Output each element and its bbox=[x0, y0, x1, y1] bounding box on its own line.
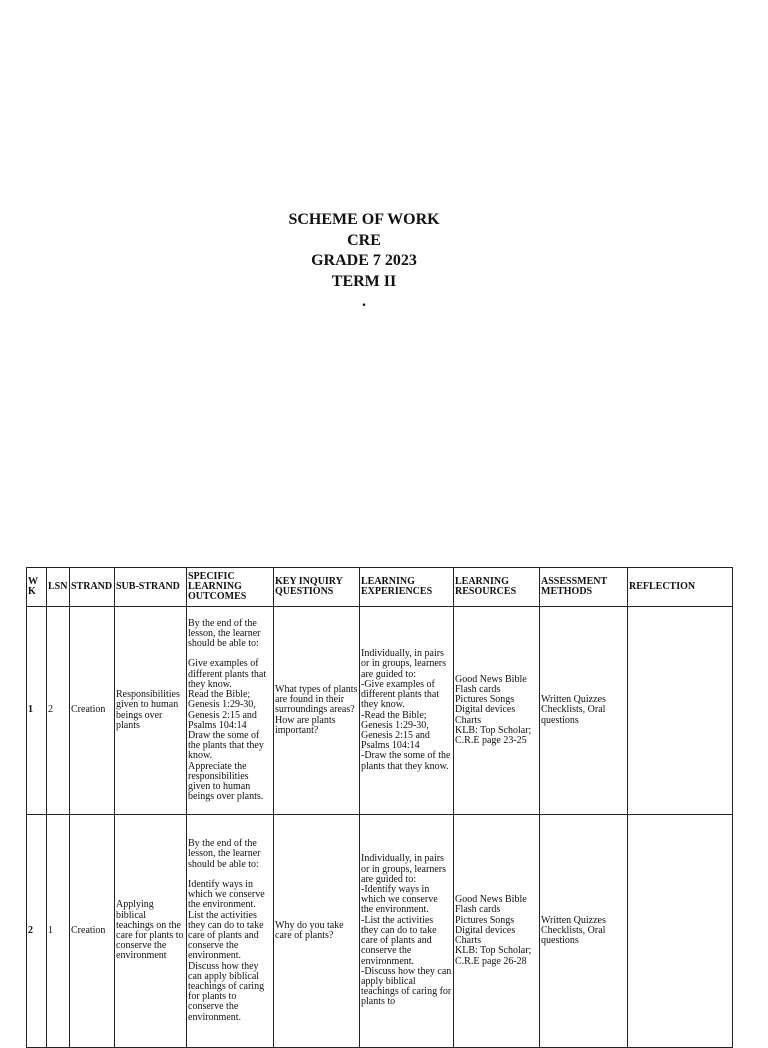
cell-outcomes: By the end of the lesson, the learner should be able to: Identify ways in which we conserve the environment. List the activities they can do to take care of plants and conserve the environment. Discuss how they can apply biblical teachings of caring for plants to conserve the environment. bbox=[187, 815, 274, 1048]
cell-sub-strand: Responsibilities given to human beings over plants bbox=[115, 607, 187, 815]
cell-assessment: Written Quizzes Checklists, Oral questions bbox=[540, 607, 628, 815]
cell-questions: Why do you take care of plants? bbox=[274, 815, 360, 1048]
cell-lsn: 1 bbox=[47, 815, 70, 1048]
title-line-scheme: SCHEME OF WORK bbox=[288, 211, 440, 228]
table-row bbox=[27, 607, 733, 815]
cell-sub-strand: Applying biblical teachings on the care for plants to conserve the environment bbox=[115, 815, 187, 1048]
header-reflection: REFLECTION bbox=[628, 568, 733, 607]
header-wk: WK bbox=[27, 568, 47, 607]
cell-wk: 1 bbox=[27, 607, 47, 815]
cell-resources: Good News Bible Flash cards Pictures Songs Digital devices Charts KLB: Top Scholar; C.R.E page 26-28 bbox=[454, 815, 540, 1048]
cell-reflection bbox=[628, 815, 733, 1048]
title-line-subject: CRE bbox=[347, 231, 381, 249]
cell-resources: Good News Bible Flash cards Pictures Songs Digital devices Charts KLB: Top Scholar; C.R.E page 23-25 bbox=[454, 607, 540, 815]
cell-reflection bbox=[628, 607, 733, 815]
title-line-grade: GRADE 7 2023 bbox=[311, 252, 417, 269]
title-line-dot: . bbox=[362, 293, 366, 310]
header-strand: STRAND bbox=[70, 568, 115, 607]
cell-experiences: Individually, in pairs or in groups, learners are guided to: -Identify ways in which we conserve the environment. -List the activities they can do to take care of plants and conserve the environment. -Discuss how they can apply biblical teachings of caring for plants to bbox=[360, 815, 454, 1048]
header-sub-strand: SUB-STRAND bbox=[115, 568, 187, 607]
table-header-row bbox=[27, 568, 733, 607]
header-questions: KEY INQUIRY QUESTIONS bbox=[274, 568, 360, 607]
header-lsn: LSN bbox=[47, 568, 70, 607]
title-line-term: TERM II bbox=[331, 272, 397, 290]
cell-assessment: Written Quizzes Checklists, Oral questions bbox=[540, 815, 628, 1048]
cell-questions: What types of plants are found in their surroundings areas? How are plants important? bbox=[274, 607, 360, 815]
cell-wk: 2 bbox=[27, 815, 47, 1048]
header-resources: LEARNING RESOURCES bbox=[454, 568, 540, 607]
document-title-block bbox=[0, 210, 728, 313]
header-assessment: ASSESSMENT METHODS bbox=[540, 568, 628, 607]
table-row bbox=[27, 815, 733, 1048]
cell-outcomes: By the end of the lesson, the learner should be able to: Give examples of different plants that they know. Read the Bible; Genesis 1:29-30, Genesis 2:15 and Psalms 104:14 Draw the some of the plants that they know. Appreciate the responsibilities given to human beings over plants. bbox=[187, 607, 274, 815]
cell-experiences: Individually, in pairs or in groups, learners are guided to: -Give examples of different plants that they know. -Read the Bible; Genesis 1:29-30, Genesis 2:15 and Psalms 104:14 -Draw the some of the plants that they know. bbox=[360, 607, 454, 815]
header-experiences: LEARNING EXPERIENCES bbox=[360, 568, 454, 607]
header-outcomes: SPECIFIC LEARNING OUTCOMES bbox=[187, 568, 274, 607]
cell-strand: Creation bbox=[70, 815, 115, 1048]
cell-lsn: 2 bbox=[47, 607, 70, 815]
cell-strand: Creation bbox=[70, 607, 115, 815]
scheme-of-work-table bbox=[26, 567, 733, 1048]
